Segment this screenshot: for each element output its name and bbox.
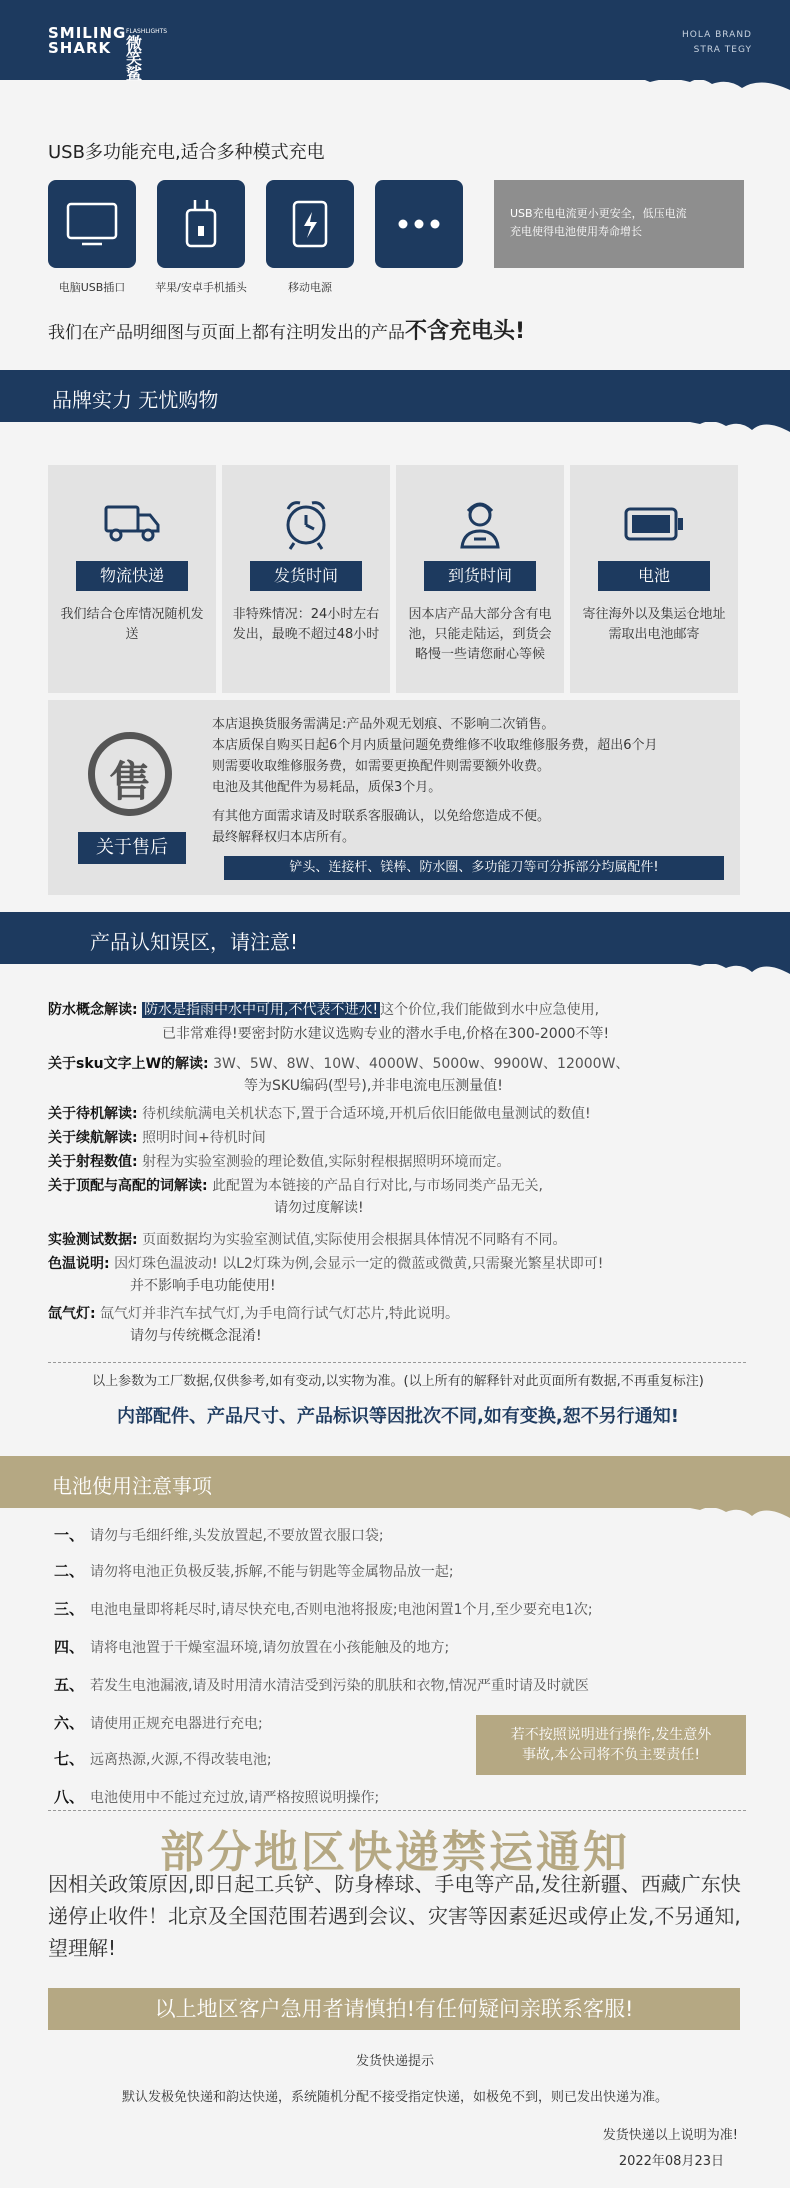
factory-data-note: 以上参数为工厂数据,仅供参考,如有变动,以实物为准。(以上所有的解释针对此页面所有数据,不再重复标注) [92, 1374, 704, 1389]
battery-item [54, 1560, 454, 1581]
battery-item [54, 1748, 272, 1769]
misconception-row-cont: 请勿与传统概念混淆! [130, 1328, 262, 1344]
row-value: 待机续航满电关机状态下,置于合适环境,开机后依旧能做电量测试的数值! [142, 1106, 591, 1122]
misconception-row [48, 1054, 629, 1075]
truck-icon [100, 495, 164, 551]
hola-line-1: HOLA BRAND [682, 30, 752, 40]
brand-section-band [0, 370, 790, 422]
usb-note-line-1: USB充电电流更小更安全，低压电流 [510, 207, 687, 220]
card-tag: 物流快递 [76, 561, 188, 591]
misconception-row [48, 1000, 599, 1021]
shipping-caution-bar: 以上地区客户急用者请慎拍!有任何疑问亲联系客服! [48, 1988, 740, 2030]
card-tag: 电池 [598, 561, 710, 591]
brand-section-title: 品牌实力 无忧购物 [52, 388, 219, 412]
shipping-date: 2022年08月23日 [618, 2154, 724, 2169]
service-card-arrival [396, 465, 564, 693]
brand-strategy-text [682, 28, 752, 58]
battery-item-text: 若发生电池漏液,请及时用清水清洁受到污染的肌肤和衣物,情况严重时请及时就医 [90, 1678, 589, 1694]
header-bar [0, 0, 790, 83]
after-sale-icon [88, 732, 172, 816]
battery-item-text: 请将电池置于干燥室温环境,请勿放置在小孩能触及的地方; [90, 1640, 450, 1656]
row-key: 色温说明: [48, 1256, 110, 1272]
after-sale-line: 最终解释权归本店所有。 [212, 830, 356, 845]
divider [48, 1362, 746, 1363]
after-sale-line: 本店退换货服务需满足:产品外观无划痕、不影响二次销售。 [212, 717, 555, 732]
battery-wave-decoration [0, 1506, 790, 1520]
brand-tagline: FLASHLIGHTS [126, 28, 168, 35]
misconception-row-cont: 并不影响手电功能使用! [130, 1278, 276, 1294]
misconception-row [48, 1128, 266, 1149]
row-value: 射程为实验室测验的理论数值,实际射程根据照明环境而定。 [142, 1154, 511, 1170]
shipping-ban-title: 部分地区快递禁运通知 [160, 1827, 630, 1878]
shipping-tip-title: 发货快递提示 [355, 2054, 434, 2069]
misconception-row [48, 1304, 459, 1325]
misconception-row [48, 1176, 543, 1197]
battery-item [54, 1712, 263, 1733]
batch-difference-note: 内部配件、产品尺寸、产品标识等因批次不同,如有变换,恕不另行通知! [117, 1406, 679, 1427]
row-key: 关于射程数值: [48, 1154, 138, 1170]
row-value: 这个价位,我们能做到水中应急使用, [380, 1002, 600, 1018]
battery-item-num: 五、 [54, 1676, 85, 1694]
row-key: 氙气灯: [48, 1306, 96, 1322]
battery-item-text: 电池使用中不能过充过放,请严格按照说明操作; [90, 1790, 380, 1806]
card-desc: 我们结合仓库情况随机发送 [60, 607, 204, 642]
after-sale-icon-char: 售 [108, 757, 151, 806]
row-key: 关于待机解读: [48, 1106, 138, 1122]
after-sale-panel [48, 700, 740, 895]
usb-powerbank-box [266, 180, 354, 268]
shipping-final-note: 发货快递以上说明为准! [602, 2128, 738, 2143]
card-desc: 非特殊情况：24小时左右发出，最晚不超过48小时 [232, 607, 380, 642]
usb-note-line-2: 充电使得电池使用寿命增长 [510, 225, 642, 238]
brand-name-en-2: SHARK [48, 39, 112, 57]
battery-item-num: 七、 [54, 1750, 85, 1768]
battery-section-band [0, 1456, 790, 1508]
card-desc: 因本店产品大部分含有电池，只能走陆运，到货会略慢一些请您耐心等候 [408, 607, 552, 662]
alarm-clock-icon [274, 495, 338, 551]
row-value: 因灯珠色温波动! 以L2灯珠为例,会显示一定的微蓝或微黄,只需聚光繁星状即可! [114, 1256, 604, 1272]
liability-warning [476, 1715, 746, 1775]
battery-item [54, 1674, 589, 1695]
misconception-row [48, 1254, 603, 1275]
misconception-row-cont: 已非常难得!要密封防水建议选购专业的潜水手电,价格在300-2000不等! [162, 1026, 610, 1042]
battery-item-num: 二、 [54, 1562, 85, 1580]
usb-monitor-box [48, 180, 136, 268]
usb-item-label: 电脑USB插口 [58, 281, 126, 294]
battery-item-text: 请勿将电池正负极反装,拆解,不能与钥匙等金属物品放一起; [90, 1564, 454, 1580]
row-key: 关于续航解读: [48, 1130, 138, 1146]
row-key: 关于顶配与高配的词解读: [48, 1178, 208, 1194]
header-wave-decoration [0, 78, 790, 92]
usb-safety-note [494, 180, 744, 268]
after-sale-text [212, 714, 732, 848]
misconception-row [48, 1104, 591, 1125]
misconception-title: 产品认知误区，请注意! [90, 930, 299, 954]
misconception-wave-decoration [0, 962, 790, 976]
after-sale-line: 电池及其他配件为易耗品，质保3个月。 [212, 780, 442, 795]
power-bank-icon [266, 180, 354, 268]
battery-item [54, 1786, 379, 1807]
battery-item-num: 六、 [54, 1714, 85, 1732]
brand-wave-decoration [0, 420, 790, 434]
usb-item-label: 移动电源 [288, 281, 332, 294]
battery-item-num: 一、 [54, 1526, 85, 1544]
after-sale-line: 则需要收取维修服务费，如需要更换配件则需要额外收费。 [212, 759, 551, 774]
service-card-battery [570, 465, 738, 693]
card-desc: 寄往海外以及集运仓地址需取出电池邮寄 [582, 607, 726, 642]
usb-more-box [375, 180, 463, 268]
row-key: 防水概念解读: [48, 1002, 138, 1018]
monitor-icon [48, 180, 136, 268]
row-key: 关于sku文字上W的解读: [48, 1056, 209, 1072]
brand-logo [48, 24, 168, 83]
service-card-logistics [48, 465, 216, 693]
after-sale-tag: 关于售后 [78, 832, 186, 864]
card-tag: 发货时间 [250, 561, 362, 591]
charger-plug-icon [157, 180, 245, 268]
no-charger-warning [48, 314, 525, 345]
after-sale-line: 本店质保自购买日起6个月内质量问题免费维修不收取维修服务费，超出6个月 [212, 738, 658, 753]
divider [48, 1810, 746, 1811]
brand-name-en-1: SMILING [48, 24, 127, 42]
accessories-bar: 铲头、连接杆、镁棒、防水圈、多功能刀等可分拆部分均属配件! [224, 856, 724, 880]
no-charger-warning-text: 我们在产品明细图与页面上都有注明发出的产品 [48, 323, 405, 343]
usb-plug-box [157, 180, 245, 268]
row-highlight: 防水是指雨中水中可用,不代表不进水! [144, 1002, 379, 1018]
row-value: 页面数据均为实验室测试值,实际使用会根据具体情况不同略有不同。 [142, 1232, 567, 1248]
row-value: 氙气灯并非汽车拭气灯,为手电筒行试气灯芯片,特此说明。 [100, 1306, 459, 1322]
battery-item [54, 1636, 449, 1657]
battery-section-title: 电池使用注意事项 [52, 1474, 212, 1498]
after-sale-spacer [212, 798, 732, 806]
misconception-band [0, 912, 790, 964]
battery-item-num: 四、 [54, 1638, 85, 1656]
battery-icon [622, 495, 686, 551]
battery-item-text: 请使用正规充电器进行充电; [90, 1716, 263, 1732]
after-sale-line: 有其他方面需求请及时联系客服确认，以免给您造成不便。 [212, 809, 551, 824]
battery-item-text: 电池电量即将耗尽时,请尽快充电,否则电池将报废;电池闲置1个月,至少要充电1次; [90, 1602, 593, 1618]
misconception-row [48, 1152, 511, 1173]
row-value: 3W、5W、8W、10W、4000W、5000w、9900W、12000W、 [213, 1056, 630, 1072]
service-card-ship-time [222, 465, 390, 693]
battery-item-text: 远离热源,火源,不得改装电池; [90, 1752, 272, 1768]
usb-section-title: USB多功能充电,适合多种模式充电 [48, 142, 325, 163]
misconception-row-cont: 等为SKU编码(型号),并非电流电压测量值! [244, 1078, 503, 1094]
brand-name-cn: 微笑鲨 [126, 34, 144, 83]
courier-icon [448, 495, 512, 551]
misconception-row [48, 1230, 567, 1251]
battery-item-num: 八、 [54, 1788, 85, 1806]
shipping-ban-body: 因相关政策原因,即日起工兵铲、防身棒球、手电等产品,发往新疆、西藏广东快递停止收件！北京及全国范围若遇到会议、灾害等因素延迟或停止发,不另通知,望理解! [48, 1872, 741, 1960]
no-charger-warning-strong: 不含充电头! [405, 319, 526, 344]
row-value: 此配置为本链接的产品自行对比,与市场同类产品无关, [212, 1178, 543, 1194]
liability-warning-line: 若不按照说明进行操作,发生意外 [510, 1727, 712, 1743]
hola-line-2: STRA TEGY [693, 45, 752, 55]
row-key: 实验测试数据: [48, 1232, 138, 1248]
battery-item [54, 1524, 384, 1545]
card-tag: 到货时间 [424, 561, 536, 591]
more-icon [375, 180, 463, 268]
row-value: 照明时间+待机时间 [142, 1130, 266, 1146]
battery-item-num: 三、 [54, 1600, 85, 1618]
battery-item-text: 请勿与毛细纤维,头发放置起,不要放置衣服口袋; [90, 1528, 384, 1544]
battery-item [54, 1598, 593, 1619]
liability-warning-line: 事故,本公司将不负主要责任! [521, 1747, 701, 1763]
misconception-row-cont: 请勿过度解读! [274, 1200, 364, 1216]
usb-item-label: 苹果/安卓手机插头 [155, 281, 247, 294]
shipping-tip-body: 默认发极免快递和韵达快递，系统随机分配不接受指定快递，如极免不到，则已发出快递为准。 [121, 2090, 668, 2105]
